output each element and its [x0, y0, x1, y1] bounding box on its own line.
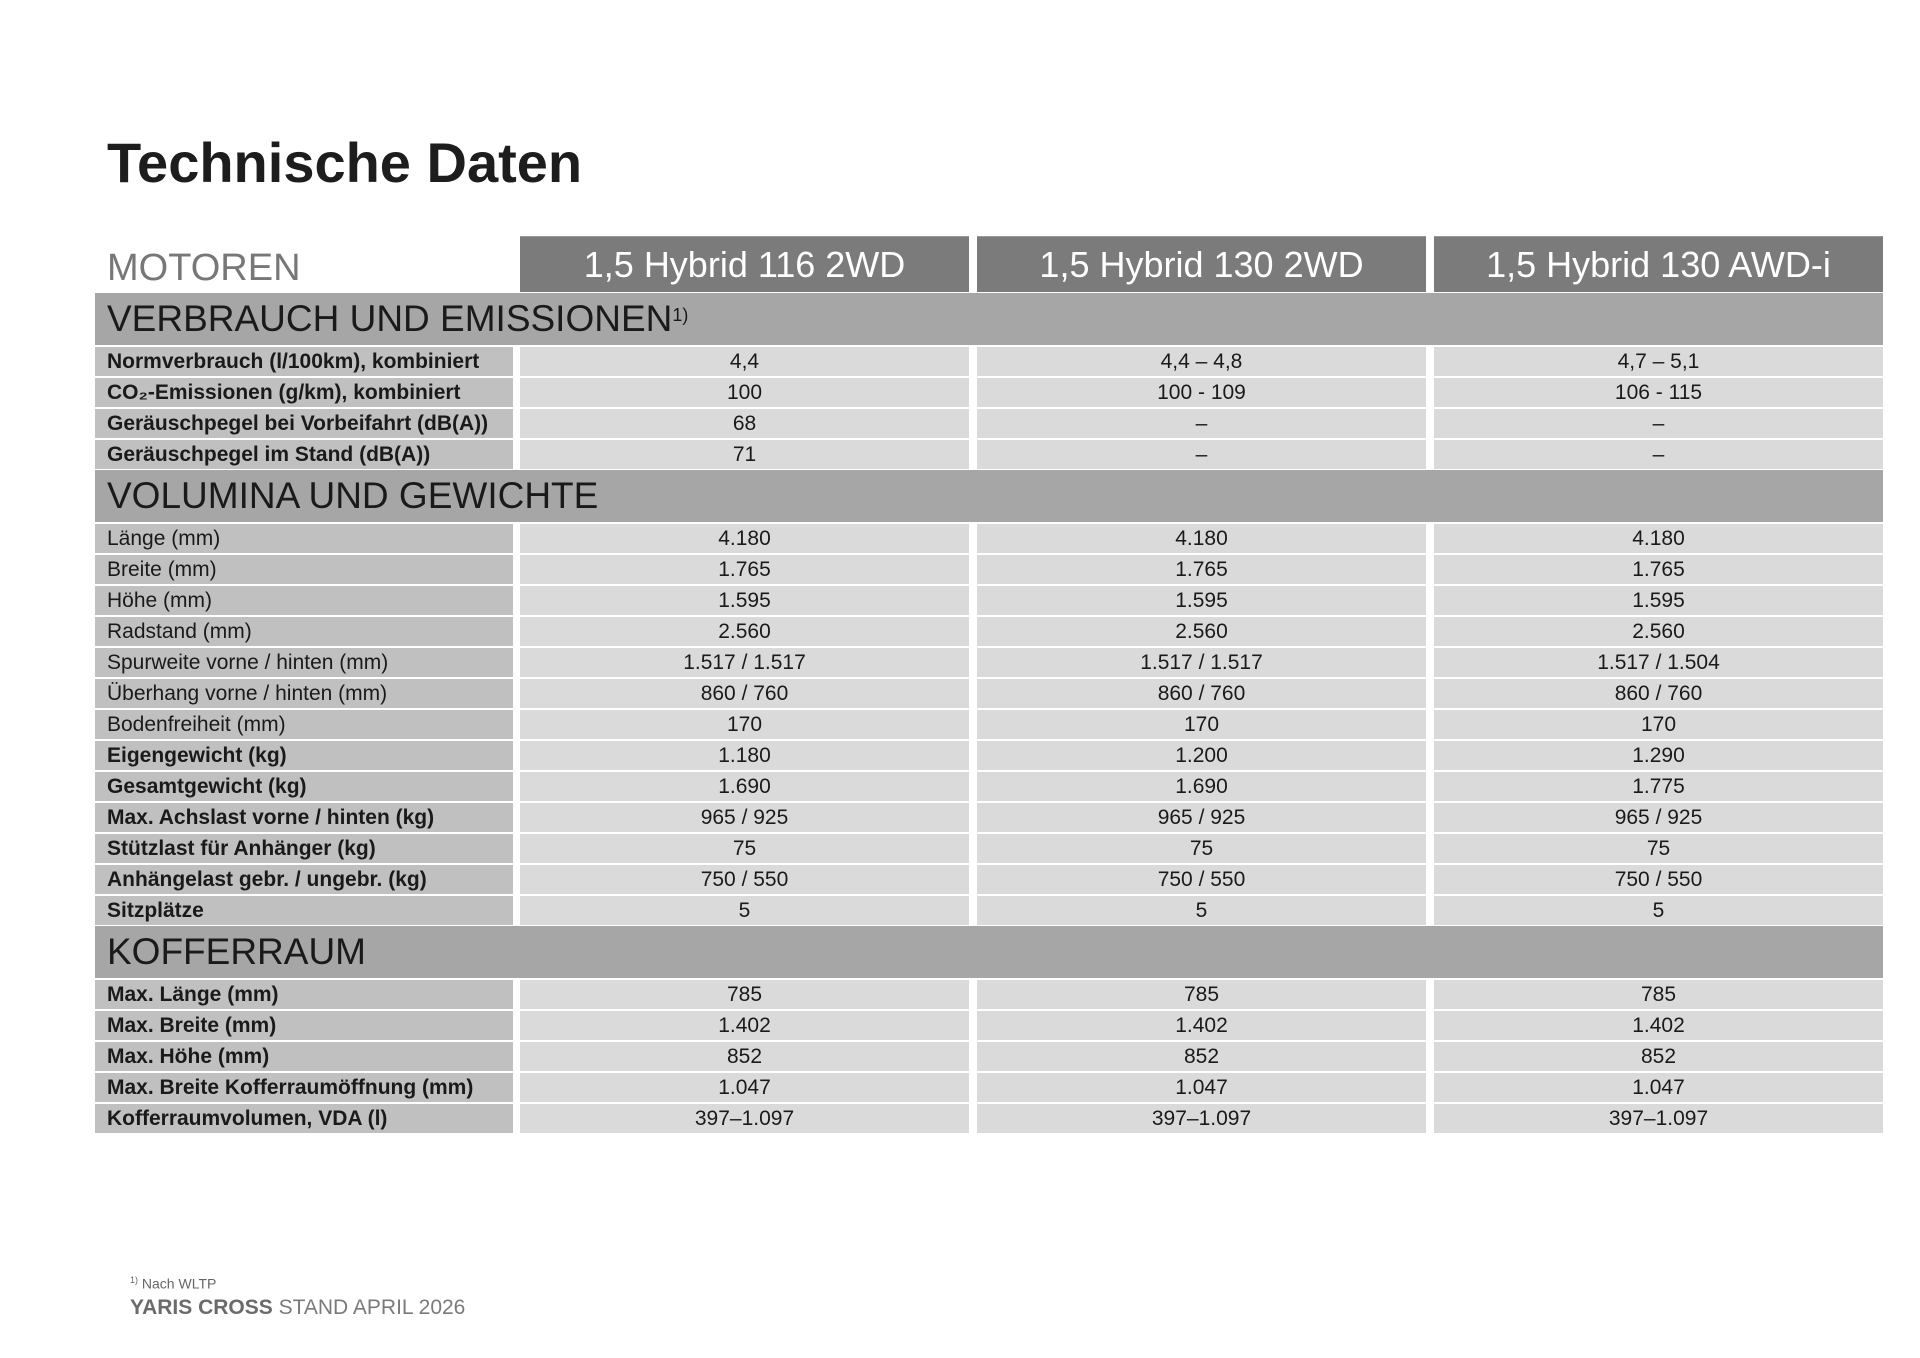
row-label: Breite (mm) — [95, 555, 513, 584]
row-label: Länge (mm) — [95, 524, 513, 553]
table-row — [95, 440, 1883, 469]
table-row — [95, 679, 1883, 708]
row-value: – — [977, 409, 1426, 438]
row-label: Max. Höhe (mm) — [95, 1042, 513, 1071]
row-value: 397–1.097 — [520, 1104, 969, 1133]
row-label: Stützlast für Anhänger (kg) — [95, 834, 513, 863]
row-label: Überhang vorne / hinten (mm) — [95, 679, 513, 708]
row-value: 860 / 760 — [520, 679, 969, 708]
row-value: 785 — [1434, 980, 1883, 1009]
row-label: Geräuschpegel bei Vorbeifahrt (dB(A)) — [95, 409, 513, 438]
row-label: Anhängelast gebr. / ungebr. (kg) — [95, 865, 513, 894]
page-title: Technische Daten — [107, 131, 583, 194]
row-label: Gesamtgewicht (kg) — [95, 772, 513, 801]
row-label: Normverbrauch (l/100km), kombiniert — [95, 347, 513, 376]
row-value: 1.765 — [1434, 555, 1883, 584]
section-header — [95, 470, 1883, 522]
table-body — [95, 293, 1883, 1133]
tech-data-table — [95, 236, 1883, 1133]
footnote-text: Nach WLTP — [141, 1275, 217, 1292]
row-value: 965 / 925 — [1434, 803, 1883, 832]
row-value: 1.402 — [977, 1011, 1426, 1040]
row-value: 860 / 760 — [977, 679, 1426, 708]
row-value: 4,4 — [520, 347, 969, 376]
row-label: Max. Länge (mm) — [95, 980, 513, 1009]
row-value: 4.180 — [520, 524, 969, 553]
row-value: 1.690 — [977, 772, 1426, 801]
row-label: Geräuschpegel im Stand (dB(A)) — [95, 440, 513, 469]
row-value: 1.200 — [977, 741, 1426, 770]
row-value: 852 — [1434, 1042, 1883, 1071]
row-value: 852 — [520, 1042, 969, 1071]
row-value: 1.517 / 1.517 — [520, 648, 969, 677]
row-label: Sitzplätze — [95, 896, 513, 925]
table-row — [95, 1104, 1883, 1133]
table-row — [95, 648, 1883, 677]
table-row — [95, 1073, 1883, 1102]
table-row — [95, 617, 1883, 646]
footnote-mark: 1) — [672, 304, 689, 325]
row-value: 750 / 550 — [520, 865, 969, 894]
row-label: Eigengewicht (kg) — [95, 741, 513, 770]
row-value: 4.180 — [1434, 524, 1883, 553]
stand-date: STAND APRIL 2026 — [278, 1296, 466, 1319]
column-header-3: 1,5 Hybrid 130 AWD-i — [1434, 236, 1883, 292]
row-label: Radstand (mm) — [95, 617, 513, 646]
row-value: 4,7 – 5,1 — [1434, 347, 1883, 376]
section-header — [95, 926, 1883, 978]
table-row — [95, 865, 1883, 894]
row-label: Kofferraumvolumen, VDA (l) — [95, 1104, 513, 1133]
row-value: 1.047 — [1434, 1073, 1883, 1102]
row-label: Max. Achslast vorne / hinten (kg) — [95, 803, 513, 832]
row-value: 1.765 — [977, 555, 1426, 584]
row-value: 1.765 — [520, 555, 969, 584]
row-value: 100 — [520, 378, 969, 407]
table-row — [95, 347, 1883, 376]
row-value: 1.775 — [1434, 772, 1883, 801]
table-row — [95, 1011, 1883, 1040]
row-value: 1.595 — [1434, 586, 1883, 615]
table-row — [95, 980, 1883, 1009]
section-title: KOFFERRAUM — [107, 931, 366, 972]
table-row — [95, 1042, 1883, 1071]
row-value: 1.047 — [977, 1073, 1426, 1102]
row-value: 4.180 — [977, 524, 1426, 553]
row-value: 2.560 — [977, 617, 1426, 646]
table-row — [95, 772, 1883, 801]
row-value: 785 — [520, 980, 969, 1009]
row-value: 965 / 925 — [977, 803, 1426, 832]
table-row — [95, 409, 1883, 438]
row-value: 860 / 760 — [1434, 679, 1883, 708]
header-label-motoren: MOTOREN — [107, 247, 301, 289]
row-value: 170 — [520, 710, 969, 739]
row-value: – — [977, 440, 1426, 469]
row-label: Max. Breite Kofferraumöffnung (mm) — [95, 1073, 513, 1102]
row-value: 68 — [520, 409, 969, 438]
row-value: 75 — [520, 834, 969, 863]
table-row — [95, 710, 1883, 739]
row-value: 170 — [977, 710, 1426, 739]
row-value: 397–1.097 — [977, 1104, 1426, 1133]
row-value: 75 — [977, 834, 1426, 863]
brand-name: YARIS CROSS — [130, 1296, 273, 1319]
row-label: Spurweite vorne / hinten (mm) — [95, 648, 513, 677]
section-title: VOLUMINA UND GEWICHTE — [107, 475, 599, 516]
footnote-mark: 1) — [130, 1275, 139, 1285]
row-value: 1.595 — [520, 586, 969, 615]
row-value: 75 — [1434, 834, 1883, 863]
row-value: 71 — [520, 440, 969, 469]
row-label: Bodenfreiheit (mm) — [95, 710, 513, 739]
row-value: 1.290 — [1434, 741, 1883, 770]
row-value: 397–1.097 — [1434, 1104, 1883, 1133]
table-row — [95, 586, 1883, 615]
table-row — [95, 524, 1883, 553]
row-value: 2.560 — [520, 617, 969, 646]
row-value: 1.517 / 1.517 — [977, 648, 1426, 677]
row-value: 965 / 925 — [520, 803, 969, 832]
row-value: 5 — [977, 896, 1426, 925]
footer-brand — [130, 1296, 465, 1320]
row-value: 750 / 550 — [977, 865, 1426, 894]
row-label: Höhe (mm) — [95, 586, 513, 615]
table-row — [95, 378, 1883, 407]
row-value: 2.560 — [1434, 617, 1883, 646]
section-header — [95, 293, 1883, 345]
row-value: 852 — [977, 1042, 1426, 1071]
table-row — [95, 741, 1883, 770]
row-label: Max. Breite (mm) — [95, 1011, 513, 1040]
row-value: 750 / 550 — [1434, 865, 1883, 894]
column-header-1: 1,5 Hybrid 116 2WD — [520, 236, 969, 292]
table-row — [95, 803, 1883, 832]
row-value: 785 — [977, 980, 1426, 1009]
table-row — [95, 834, 1883, 863]
row-value: 1.517 / 1.504 — [1434, 648, 1883, 677]
row-value: 1.047 — [520, 1073, 969, 1102]
row-value: 1.402 — [1434, 1011, 1883, 1040]
row-value: 170 — [1434, 710, 1883, 739]
table-row — [95, 896, 1883, 925]
row-value: 106 - 115 — [1434, 378, 1883, 407]
row-value: 1.180 — [520, 741, 969, 770]
row-value: 1.595 — [977, 586, 1426, 615]
row-value: 1.402 — [520, 1011, 969, 1040]
row-label: CO₂-Emissionen (g/km), kombiniert — [95, 378, 513, 407]
row-value: – — [1434, 409, 1883, 438]
row-value: 5 — [520, 896, 969, 925]
row-value: 1.690 — [520, 772, 969, 801]
table-row — [95, 555, 1883, 584]
row-value: 5 — [1434, 896, 1883, 925]
footnote — [130, 1275, 216, 1292]
column-header-2: 1,5 Hybrid 130 2WD — [977, 236, 1426, 292]
row-value: 100 - 109 — [977, 378, 1426, 407]
row-value: 4,4 – 4,8 — [977, 347, 1426, 376]
section-title: VERBRAUCH UND EMISSIONEN — [107, 298, 673, 339]
row-value: – — [1434, 440, 1883, 469]
table-header-row — [95, 236, 1883, 292]
